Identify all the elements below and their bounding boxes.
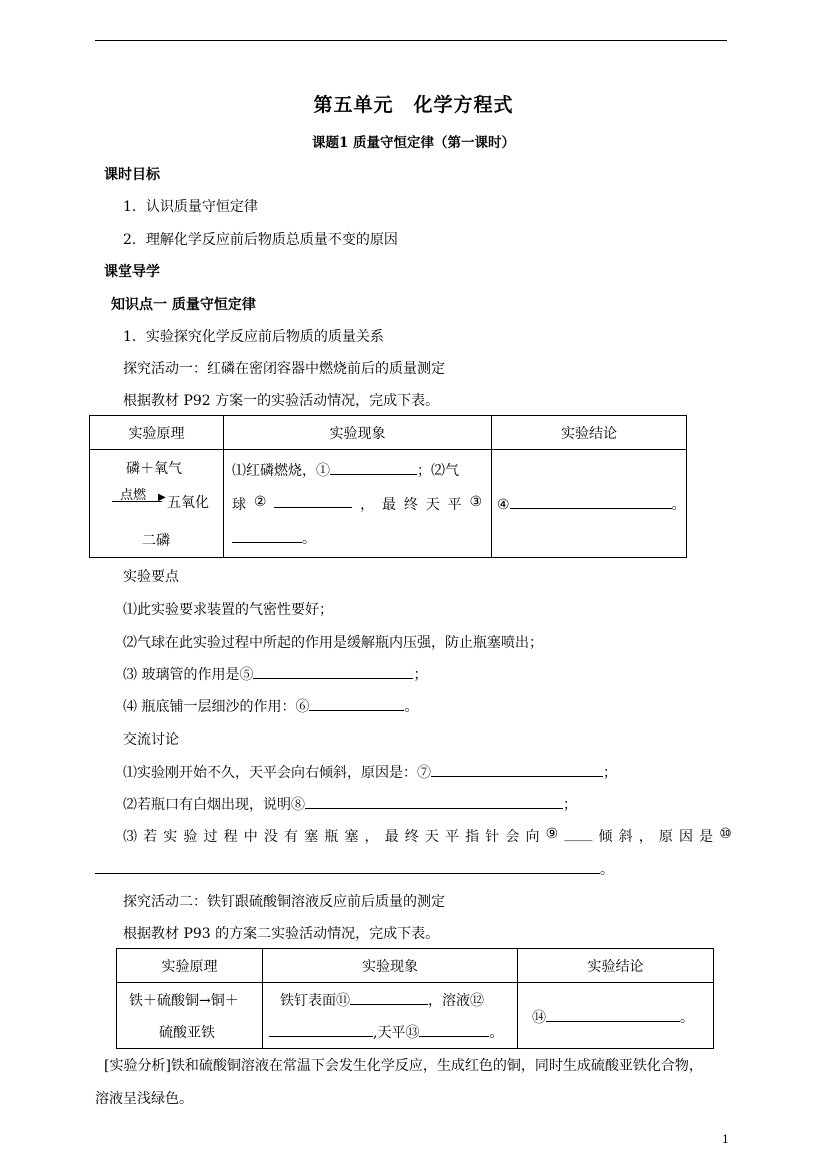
table-header: 实验现象 bbox=[224, 416, 492, 450]
table-header: 实验现象 bbox=[263, 949, 518, 983]
activity-one-title: 探究活动一：红磷在密闭容器中燃烧前后的质量测定 bbox=[123, 361, 445, 377]
conclusion-text: 。 bbox=[680, 1010, 694, 1026]
discussion-item bbox=[123, 826, 732, 846]
page-subtitle: 课题1 质量守恒定律（第一课时） bbox=[311, 135, 516, 151]
discussion-word: 验 bbox=[183, 829, 198, 845]
reaction-arrow-line bbox=[112, 501, 162, 502]
arrow-head-icon: ▶ bbox=[158, 492, 166, 503]
point-text: ⑷ 瓶底铺一层细沙的作用：⑥ bbox=[123, 699, 310, 715]
discussion-text: ⑵若瓶口有白烟出现，说明⑧ bbox=[123, 797, 305, 813]
discussion-word: 瓶 bbox=[324, 829, 339, 845]
discussion-word: 程 bbox=[223, 829, 238, 845]
answer-blank[interactable] bbox=[546, 1008, 680, 1022]
header-rule bbox=[95, 40, 727, 41]
principle-text: 磷＋氧气 bbox=[126, 461, 182, 477]
answer-blank[interactable]: ____ bbox=[564, 826, 593, 842]
activity-two-intro: 根据教材 P93 的方案二实验活动情况，完成下表。 bbox=[123, 926, 440, 942]
discussion-word: 针 bbox=[485, 829, 500, 845]
phenomenon-text: 天 bbox=[425, 497, 440, 513]
goal-item: 1．认识质量守恒定律 bbox=[123, 199, 258, 215]
phenomenon-text: 球 bbox=[232, 497, 246, 513]
answer-blank[interactable] bbox=[330, 461, 417, 475]
point-text: 。 bbox=[404, 699, 419, 715]
conclusion-mark: ⑭ bbox=[532, 1010, 546, 1026]
analysis-text: [实验分析]铁和硫酸铜溶液在常温下会发生化学反应，生成红色的铜，同时生成硫酸亚铁化合物， bbox=[104, 1058, 703, 1074]
discussion-word: 会 bbox=[505, 829, 520, 845]
phenomenon-text: ,天平⑬ bbox=[373, 1025, 420, 1041]
conclusion-cell bbox=[518, 983, 714, 1049]
answer-blank[interactable] bbox=[419, 1023, 489, 1037]
answer-blank[interactable] bbox=[253, 665, 413, 679]
point-item: ⑴此实验要求装置的气密性要好； bbox=[123, 602, 333, 618]
conclusion-text: 。 bbox=[671, 497, 686, 513]
discussion-word: 是 bbox=[699, 829, 714, 845]
answer-blank[interactable] bbox=[510, 495, 672, 509]
principle-text: 铁＋硫酸铜 bbox=[129, 993, 199, 1009]
goal-item: 2．理解化学反应前后物质总质量不变的原因 bbox=[123, 232, 398, 248]
phenomenon-text: ， bbox=[360, 497, 375, 513]
discussion-word: 斜 bbox=[618, 829, 633, 845]
phenomenon-cell bbox=[224, 450, 492, 558]
phenomenon-text: ，溶液⑫ bbox=[428, 993, 484, 1009]
discussion-text: ； bbox=[603, 765, 617, 781]
discussion-word: 没 bbox=[263, 829, 278, 845]
conclusion-cell bbox=[492, 450, 687, 558]
answer-blank[interactable] bbox=[431, 763, 603, 777]
points-heading: 实验要点 bbox=[123, 569, 179, 585]
point-item: ⑵气球在此实验过程中所起的作用是缓解瓶内压强，防止瓶塞喷出； bbox=[123, 635, 543, 651]
page-number: 1 bbox=[722, 1133, 729, 1146]
phenomenon-text: 平 bbox=[447, 497, 462, 513]
principle-text: 五氧化 bbox=[167, 495, 209, 511]
section-text: 1．实验探究化学反应前后物质的质量关系 bbox=[123, 329, 384, 345]
point-item bbox=[123, 696, 418, 716]
principle-text: 硫酸亚铁 bbox=[159, 1025, 215, 1041]
discussion-item bbox=[123, 762, 617, 782]
phenomenon-text: ⑴红磷燃烧，① bbox=[232, 463, 330, 479]
discussion-word: 若 bbox=[143, 829, 158, 845]
discussion-text: ⑴实验刚开始不久，天平会向右倾斜，原因是：⑦ bbox=[123, 765, 431, 781]
answer-blank[interactable] bbox=[274, 494, 352, 508]
phenomenon-text: ；⑵气 bbox=[417, 463, 459, 479]
phenomenon-text: 。 bbox=[302, 531, 316, 547]
discussion-word: ⑶ bbox=[123, 829, 137, 845]
experiment-table-1 bbox=[89, 415, 687, 558]
principle-text: 铜＋ bbox=[210, 993, 239, 1009]
conclusion-mark: ④ bbox=[497, 497, 510, 513]
answer-blank[interactable] bbox=[95, 860, 600, 874]
activity-one-intro: 根据教材 P92 方案一的实验活动情况，完成下表。 bbox=[123, 393, 440, 409]
discussion-word: 天 bbox=[424, 829, 439, 845]
discussion-word: 最 bbox=[384, 829, 399, 845]
phenomenon-text: 。 bbox=[489, 1025, 504, 1041]
discussion-word: 因 bbox=[678, 829, 693, 845]
analysis-text: 溶液呈浅绿色。 bbox=[95, 1091, 193, 1107]
discussion-word: 平 bbox=[445, 829, 459, 845]
answer-blank[interactable] bbox=[350, 991, 428, 1005]
discussion-word: 向 bbox=[525, 829, 540, 845]
point-text: ⑶ 玻璃管的作用是⑤ bbox=[123, 667, 254, 683]
knowledge-point-heading: 知识点一 质量守恒定律 bbox=[111, 297, 256, 313]
discussion-text: 。 bbox=[600, 862, 614, 878]
discussion-word: ， bbox=[638, 829, 653, 845]
discussion-word: 中 bbox=[243, 829, 258, 845]
answer-blank[interactable] bbox=[269, 1023, 373, 1037]
discussion-text: ； bbox=[563, 797, 577, 813]
phenomenon-text: 铁钉表面⑪ bbox=[280, 993, 350, 1009]
discussion-word: 原 bbox=[658, 829, 673, 845]
answer-blank[interactable] bbox=[305, 795, 563, 809]
principle-cell bbox=[90, 450, 224, 558]
table-header: 实验结论 bbox=[492, 416, 687, 450]
discussion-heading: 交流讨论 bbox=[123, 732, 179, 748]
experiment-table-2 bbox=[116, 948, 714, 1049]
phenomenon-text: ③ bbox=[469, 494, 482, 510]
discussion-word: ， bbox=[364, 829, 379, 845]
activity-two-title: 探究活动二：铁钉跟硫酸铜溶液反应前后质量的测定 bbox=[123, 894, 445, 910]
table-header: 实验原理 bbox=[117, 949, 263, 983]
discussion-word: 塞 bbox=[344, 829, 359, 845]
reaction-condition: 点燃 bbox=[120, 488, 147, 503]
discussion-word: 倾 bbox=[598, 829, 613, 845]
principle-cell bbox=[117, 983, 263, 1049]
goals-heading: 课时目标 bbox=[104, 167, 160, 183]
page-title: 第五单元 化学方程式 bbox=[313, 94, 514, 116]
phenomenon-text: 终 bbox=[403, 497, 418, 513]
answer-blank[interactable] bbox=[309, 697, 404, 711]
point-item bbox=[123, 664, 427, 684]
answer-blank[interactable] bbox=[232, 529, 302, 543]
table-header: 实验原理 bbox=[90, 416, 224, 450]
discussion-word: 塞 bbox=[304, 829, 319, 845]
discussion-word: 有 bbox=[284, 829, 298, 845]
discussion-word: 实 bbox=[163, 829, 178, 845]
point-text: ； bbox=[413, 667, 428, 683]
discussion-item bbox=[123, 794, 577, 814]
guide-heading: 课堂导学 bbox=[104, 264, 160, 280]
discussion-word: ⑩ bbox=[719, 826, 732, 842]
discussion-word: 终 bbox=[404, 829, 419, 845]
arrow-icon: → bbox=[199, 993, 211, 1009]
phenomenon-text: 最 bbox=[382, 497, 396, 513]
principle-text: 二磷 bbox=[142, 533, 170, 549]
phenomenon-text: ② bbox=[253, 494, 267, 510]
phenomenon-cell bbox=[263, 983, 518, 1049]
discussion-item-continued bbox=[95, 859, 614, 879]
discussion-word: 指 bbox=[465, 829, 480, 845]
discussion-word: ⑨ bbox=[545, 826, 559, 842]
discussion-word: 过 bbox=[203, 829, 218, 845]
table-header: 实验结论 bbox=[518, 949, 714, 983]
